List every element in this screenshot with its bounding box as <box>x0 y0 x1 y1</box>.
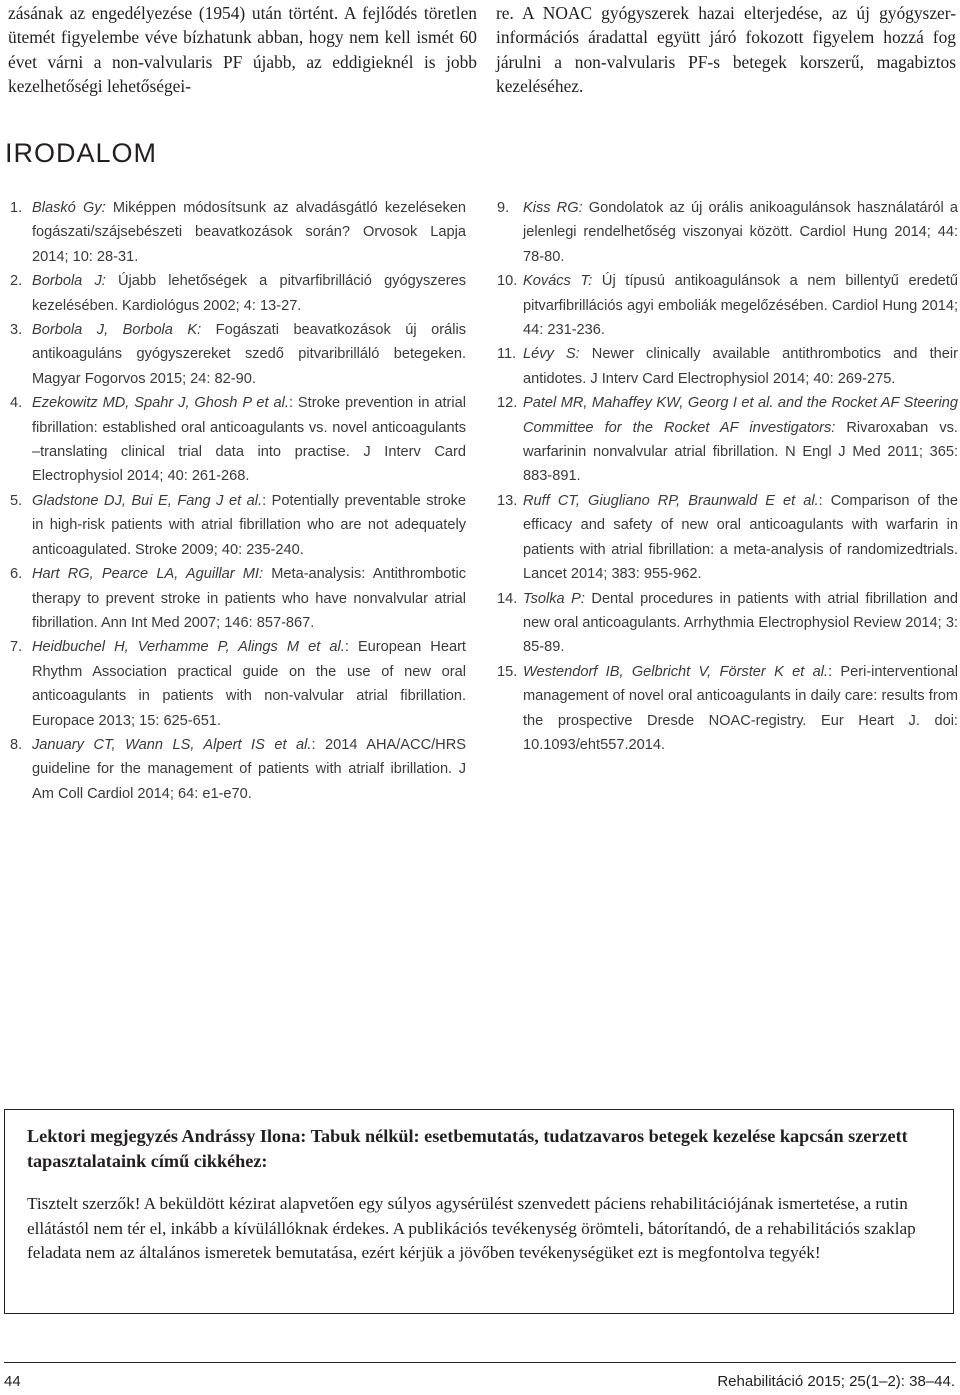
footer-divider <box>4 1362 956 1363</box>
reference-text <box>32 318 466 391</box>
reference-authors: Tsolka P: <box>523 590 585 607</box>
reference-number: 3. <box>10 322 23 339</box>
reference-details: Dental procedures in patients with atrial fibrillation and new oral anticoagulants. Arrhythmia Electrophysiol Review 2014; 3: 85-89. <box>523 590 958 656</box>
reference-item <box>10 269 466 318</box>
reference-number: 14. <box>497 590 518 607</box>
reference-details: Rivaroxaban vs. warfarinin nonvalvular atrial fibrillation. N Engl J Med 2011; 365: 883-891. <box>523 419 958 485</box>
reference-number: 4. <box>10 395 23 412</box>
references-heading: IRODALOM <box>5 138 158 168</box>
reference-item <box>10 562 466 635</box>
reference-text <box>32 562 466 635</box>
reference-list-left <box>10 196 466 806</box>
reference-authors: Ezekowitz MD, Spahr J, Ghosh P et al. <box>32 395 289 412</box>
reference-number: 11. <box>497 346 517 363</box>
reference-item <box>10 318 466 391</box>
reference-authors: Patel MR, Mahaffey KW, Georg I et al. and the Rocket AF Steering Committee for the Rocket AF investigators: <box>523 395 958 436</box>
reference-item <box>10 196 466 269</box>
reference-text <box>523 269 958 342</box>
reference-text <box>32 733 466 806</box>
reference-text <box>32 196 466 269</box>
reference-number: 8. <box>10 736 23 753</box>
reference-authors: Borbola J: <box>32 273 106 290</box>
reference-details: : Comparison of the efficacy and safety of new oral anticoagulants with warfarin in patients with atrial fibrillation: a meta-analysis of randomizedtrials. Lancet 2014; 383: 955-962. <box>523 492 958 583</box>
reference-number: 7. <box>10 639 23 656</box>
reference-number: 13. <box>497 492 518 509</box>
reference-text <box>32 635 466 733</box>
reference-text <box>32 269 466 318</box>
reference-authors: January CT, Wann LS, Alpert IS et al. <box>32 736 312 753</box>
reference-details: : Potentially preventable stroke in high-risk patients with atrial fibrillation who are not adequately anticoagulated. Stroke 2009; 40: 235-240. <box>32 492 467 558</box>
reference-text <box>523 342 958 391</box>
reference-number: 6. <box>10 566 23 583</box>
reference-details: : 2014 AHA/ACC/HRS guideline for the management of patients with atrialf ibrillation. J Am Coll Cardiol 2014; 64: e1-e70. <box>32 736 466 802</box>
reference-item <box>10 635 466 733</box>
reference-item <box>10 391 466 489</box>
reference-details: Gondolatok az új orális anikoagulánsok használatáról a jelenlegi rendelhetőség viszonyai között. Cardiol Hung 2014; 44: 78-80. <box>523 200 958 265</box>
reference-item <box>497 489 958 587</box>
reference-text <box>523 587 958 660</box>
reference-details: : Peri-interventional management of novel oral anticoagulants in daily care: results from the prospective Dresde NOAC-registry. Eur Heart J. doi: 10.1093/eht557.2014. <box>523 663 958 753</box>
article-text-left: zásának az engedélyezése (1954) után történt. A fejlődés töretlen ütemét figyelembe véve bízhatunk abban, hogy nem kell ismét 60 évet várni a non-valvularis PF újabb, az eddigieknél is jobb kezelhetőségi lehetőségei- <box>8 3 477 96</box>
reference-number: 15. <box>497 663 518 680</box>
reference-item <box>10 489 466 562</box>
article-text-right: re. A NOAC gyógyszerek hazai elterjedése, az új gyógyszer-információs áradattal együtt járó fokozott figyelem hozzá fog járulni a non-valvularis PF-s betegek korszerű, magabiztos kezeléséhez. <box>496 3 956 96</box>
reference-authors: Westendorf IB, Gelbricht V, Förster K et al. <box>523 663 828 680</box>
reference-number: 5. <box>10 492 23 509</box>
reference-authors: Ruff CT, Giugliano RP, Braunwald E et al. <box>523 492 819 509</box>
reference-authors: Borbola J, Borbola K: <box>32 322 202 339</box>
reference-item <box>497 587 958 660</box>
reference-number: 10. <box>497 273 518 290</box>
reference-authors: Lévy S: <box>523 346 580 363</box>
reference-item <box>10 733 466 806</box>
reference-item <box>497 196 958 269</box>
reference-item <box>497 391 958 489</box>
reviewer-note-box <box>4 1109 954 1314</box>
reference-text <box>32 391 466 489</box>
reference-details: : European Heart Rhythm Association practical guide on the use of new oral anticoagulants in patients with non-valvular atrial fibrillation. Europace 2013; 15: 625-651. <box>32 639 466 729</box>
reviewer-note-title: Lektori megjegyzés Andrássy Ilona: Tabuk nélkül: esetbemutatás, tudatzavaros betegek kezelése kapcsán szerzett tapasztalataink című cikkéhez: <box>27 1126 908 1171</box>
reference-authors: Hart RG, Pearce LA, Aguillar MI: <box>32 566 264 583</box>
journal-citation: Rehabilitáció 2015; 25(1–2): 38–44. <box>717 1373 955 1390</box>
reference-number: 9. <box>497 200 510 216</box>
reference-text <box>523 660 958 758</box>
reference-item <box>497 269 958 342</box>
reference-details: Újabb lehetőségek a pitvarfibrilláció gyógyszeres kezelésében. Kardiológus 2002; 4: 13-27. <box>32 273 466 314</box>
reviewer-note-body: Tisztelt szerzők! A beküldött kézirat alapvetően egy súlyos agysérülést szenvedett páciens rehabilitációjának ismertetése, a rutin ellátástól nem tér el, inkább a kívülállóknak érdekes. A publikációs tevékenység örömteli, bátorítandó, de a rehabilitációs szaklap feladata nem az általános ismeretek bemutatása, ezért kérjük a jövőben tevékenységüket ezt is megfontolva tegyék! <box>27 1194 916 1263</box>
reference-number: 1. <box>10 200 23 216</box>
reference-details: : Stroke prevention in atrial fibrillation: established oral anticoagulants vs. novel anticoagulants –translating clinical trial data into practise. J Interv Card Electrophysiol 2014; 40: 261-268. <box>32 395 467 485</box>
reference-item <box>497 342 958 391</box>
reference-authors: Gladstone DJ, Bui E, Fang J et al. <box>32 492 263 509</box>
reference-details: Fogászati beavatkozások új orális antikoaguláns gyógyszereket szedő pitvaribrilláló betegeken. Magyar Fogorvos 2015; 24: 82-90. <box>32 322 466 387</box>
reference-details: Miképpen módosítsunk az alvadásgátló kezeléseken fogászati/szájsebészeti beavatkozások során? Orvosok Lapja 2014; 10: 28-31. <box>32 200 466 265</box>
reference-authors: Heidbuchel H, Verhamme P, Alings M et al. <box>32 639 345 656</box>
reference-details: Új típusú antikoagulánsok a nem billentyű eredetű pitvarfibrillációs agyi emboliák megelőzésében. Cardiol Hung 2014; 44: 231-236. <box>523 273 958 339</box>
reference-list-right <box>497 196 958 757</box>
reference-number: 2. <box>10 273 23 290</box>
reference-item <box>497 660 958 758</box>
page-number: 44 <box>4 1373 21 1390</box>
reference-authors: Kiss RG: <box>523 200 583 216</box>
reference-text <box>523 489 958 587</box>
reference-text <box>523 391 958 489</box>
reference-text <box>523 196 958 269</box>
reference-authors: Blaskó Gy: <box>32 200 106 216</box>
reference-authors: Kovács T: <box>523 273 593 290</box>
reference-text <box>32 489 466 562</box>
reference-number: 12. <box>497 395 518 412</box>
reference-details: Newer clinically available antithrombotics and their antidotes. J Interv Card Electrophysiol 2014; 40: 269-275. <box>523 346 958 387</box>
reference-details: Meta-analysis: Antithrombotic therapy to prevent stroke in patients who have nonvalvular atrial fibrillation. Ann Int Med 2007; 146: 857-867. <box>32 566 466 631</box>
